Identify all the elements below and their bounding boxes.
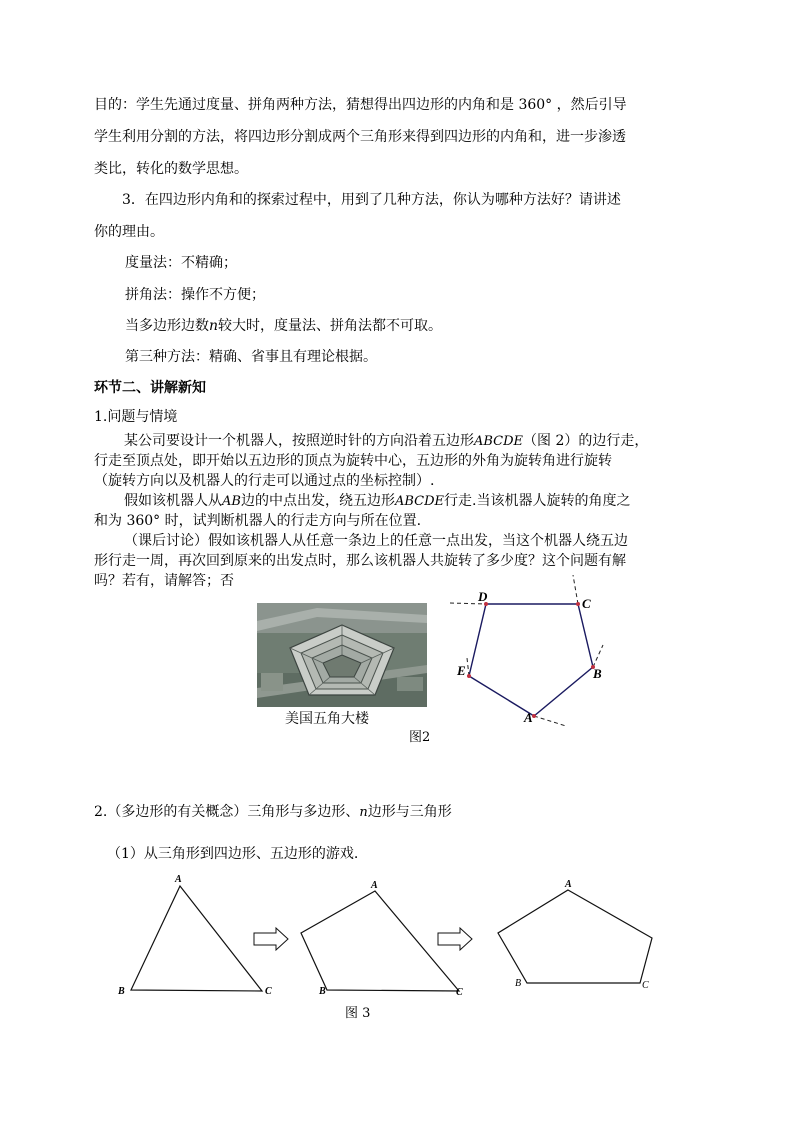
question-3-line: 你的理由。 xyxy=(94,224,164,240)
pent-label-c: C xyxy=(642,980,649,991)
pentagon-outline xyxy=(469,604,593,716)
pentagon-photo-drawing xyxy=(257,603,427,707)
subsection-title: 1.问题与情境 xyxy=(94,409,178,425)
figure-3-caption: 图 3 xyxy=(345,1006,371,1021)
label-b: B xyxy=(593,666,602,681)
variable-n: n xyxy=(359,805,368,820)
problem-line xyxy=(124,492,630,511)
answer-text: 较大时，度量法、拼角法都不可取。 xyxy=(218,318,443,334)
arrow-right-icon xyxy=(254,928,288,950)
part-2-title xyxy=(94,803,452,822)
triangle-label-a: A xyxy=(175,874,182,885)
dashed-extension xyxy=(593,645,603,667)
triangle-label-c: C xyxy=(265,986,272,997)
label-c: C xyxy=(582,596,591,611)
answer-text: 当多边形边数 xyxy=(125,318,209,334)
part-2-item-1: （1）从三角形到四边形、五边形的游戏. xyxy=(107,846,359,862)
pentagon-photo xyxy=(257,603,427,707)
problem-line: （课后讨论）假如该机器人从任意一条边上的任意一点出发，当这个机器人绕五边 xyxy=(124,533,628,549)
problem-text: （图 2）的边行走， xyxy=(523,433,649,449)
problem-text: 假如该机器人从 xyxy=(124,493,222,509)
problem-line: 和为 360° 时，试判断机器人的行走方向与所在位置. xyxy=(94,513,422,529)
pentagon xyxy=(498,890,652,983)
question-3-line: 3．在四边形内角和的探索过程中，用到了几种方法，你认为哪种方法好？请讲述 xyxy=(122,192,621,208)
triangle xyxy=(131,886,262,991)
paragraph-line: 目的：学生先通过度量、拼角两种方法，猜想得出四边形的内角和是 360° ，然后引导 xyxy=(94,97,627,113)
pent-label-b: B xyxy=(515,978,522,989)
vertex-c xyxy=(576,602,580,606)
problem-line: 形行走一周，再次回到原来的出发点时，那么该机器人共旋转了多少度？这个问题有解 xyxy=(94,553,626,569)
answer-line: 拼角法：操作不方便； xyxy=(125,287,265,303)
problem-text: 某公司要设计一个机器人，按照逆时针的方向沿着五边形 xyxy=(124,433,474,449)
variable-n: n xyxy=(209,318,219,334)
answer-line: 第三种方法：精确、省事且有理论根据。 xyxy=(125,349,377,365)
paragraph-line: 类比，转化的数学思想。 xyxy=(94,161,248,177)
variable: ABCDE xyxy=(394,494,444,509)
dashed-extension xyxy=(467,658,469,676)
figure-2-caption: 图2 xyxy=(409,730,431,745)
problem-text: 行走.当该机器人旋转的角度之 xyxy=(444,493,631,509)
pent-label-a: A xyxy=(565,879,572,890)
quadrilateral xyxy=(301,891,459,991)
answer-line: 度量法：不精确； xyxy=(125,255,237,271)
vertex-e xyxy=(467,674,471,678)
label-a: A xyxy=(524,710,533,725)
label-e: E xyxy=(457,663,466,678)
problem-line: 行走至顶点处，即开始以五边形的顶点为旋转中心，五边形的外角为旋转角进行旋转 xyxy=(94,453,612,469)
quad-label-b: B xyxy=(319,986,326,997)
quad-label-c: C xyxy=(456,987,463,998)
answer-line xyxy=(125,317,442,335)
paragraph-line: 学生利用分割的方法，将四边形分割成两个三角形来得到四边形的内角和，进一步渗透 xyxy=(94,129,626,145)
variable: ABCDE xyxy=(474,434,524,449)
part-2-text: 2.（多边形的有关概念）三角形与多边形、 xyxy=(94,804,360,820)
dashed-extension xyxy=(573,575,578,604)
section-heading: 环节二、讲解新知 xyxy=(94,380,206,396)
quad-label-a: A xyxy=(371,880,378,891)
variable: AB xyxy=(222,494,241,509)
figure-2-pentagon xyxy=(440,575,625,735)
problem-line: （旋转方向以及机器人的行走可以通过点的坐标控制）. xyxy=(94,473,435,489)
figure-3 xyxy=(110,870,670,1005)
dashed-extension xyxy=(534,716,566,726)
triangle-label-b: B xyxy=(118,986,125,997)
part-2-text: 边形与三角形 xyxy=(367,804,452,820)
problem-line: 吗？若有，请解答；否 xyxy=(94,573,234,589)
problem-text: 边的中点出发，绕五边形 xyxy=(240,493,395,509)
photo-caption: 美国五角大楼 xyxy=(285,710,369,726)
label-d: D xyxy=(478,589,488,604)
problem-line xyxy=(124,432,648,451)
arrow-right-icon xyxy=(438,928,472,950)
